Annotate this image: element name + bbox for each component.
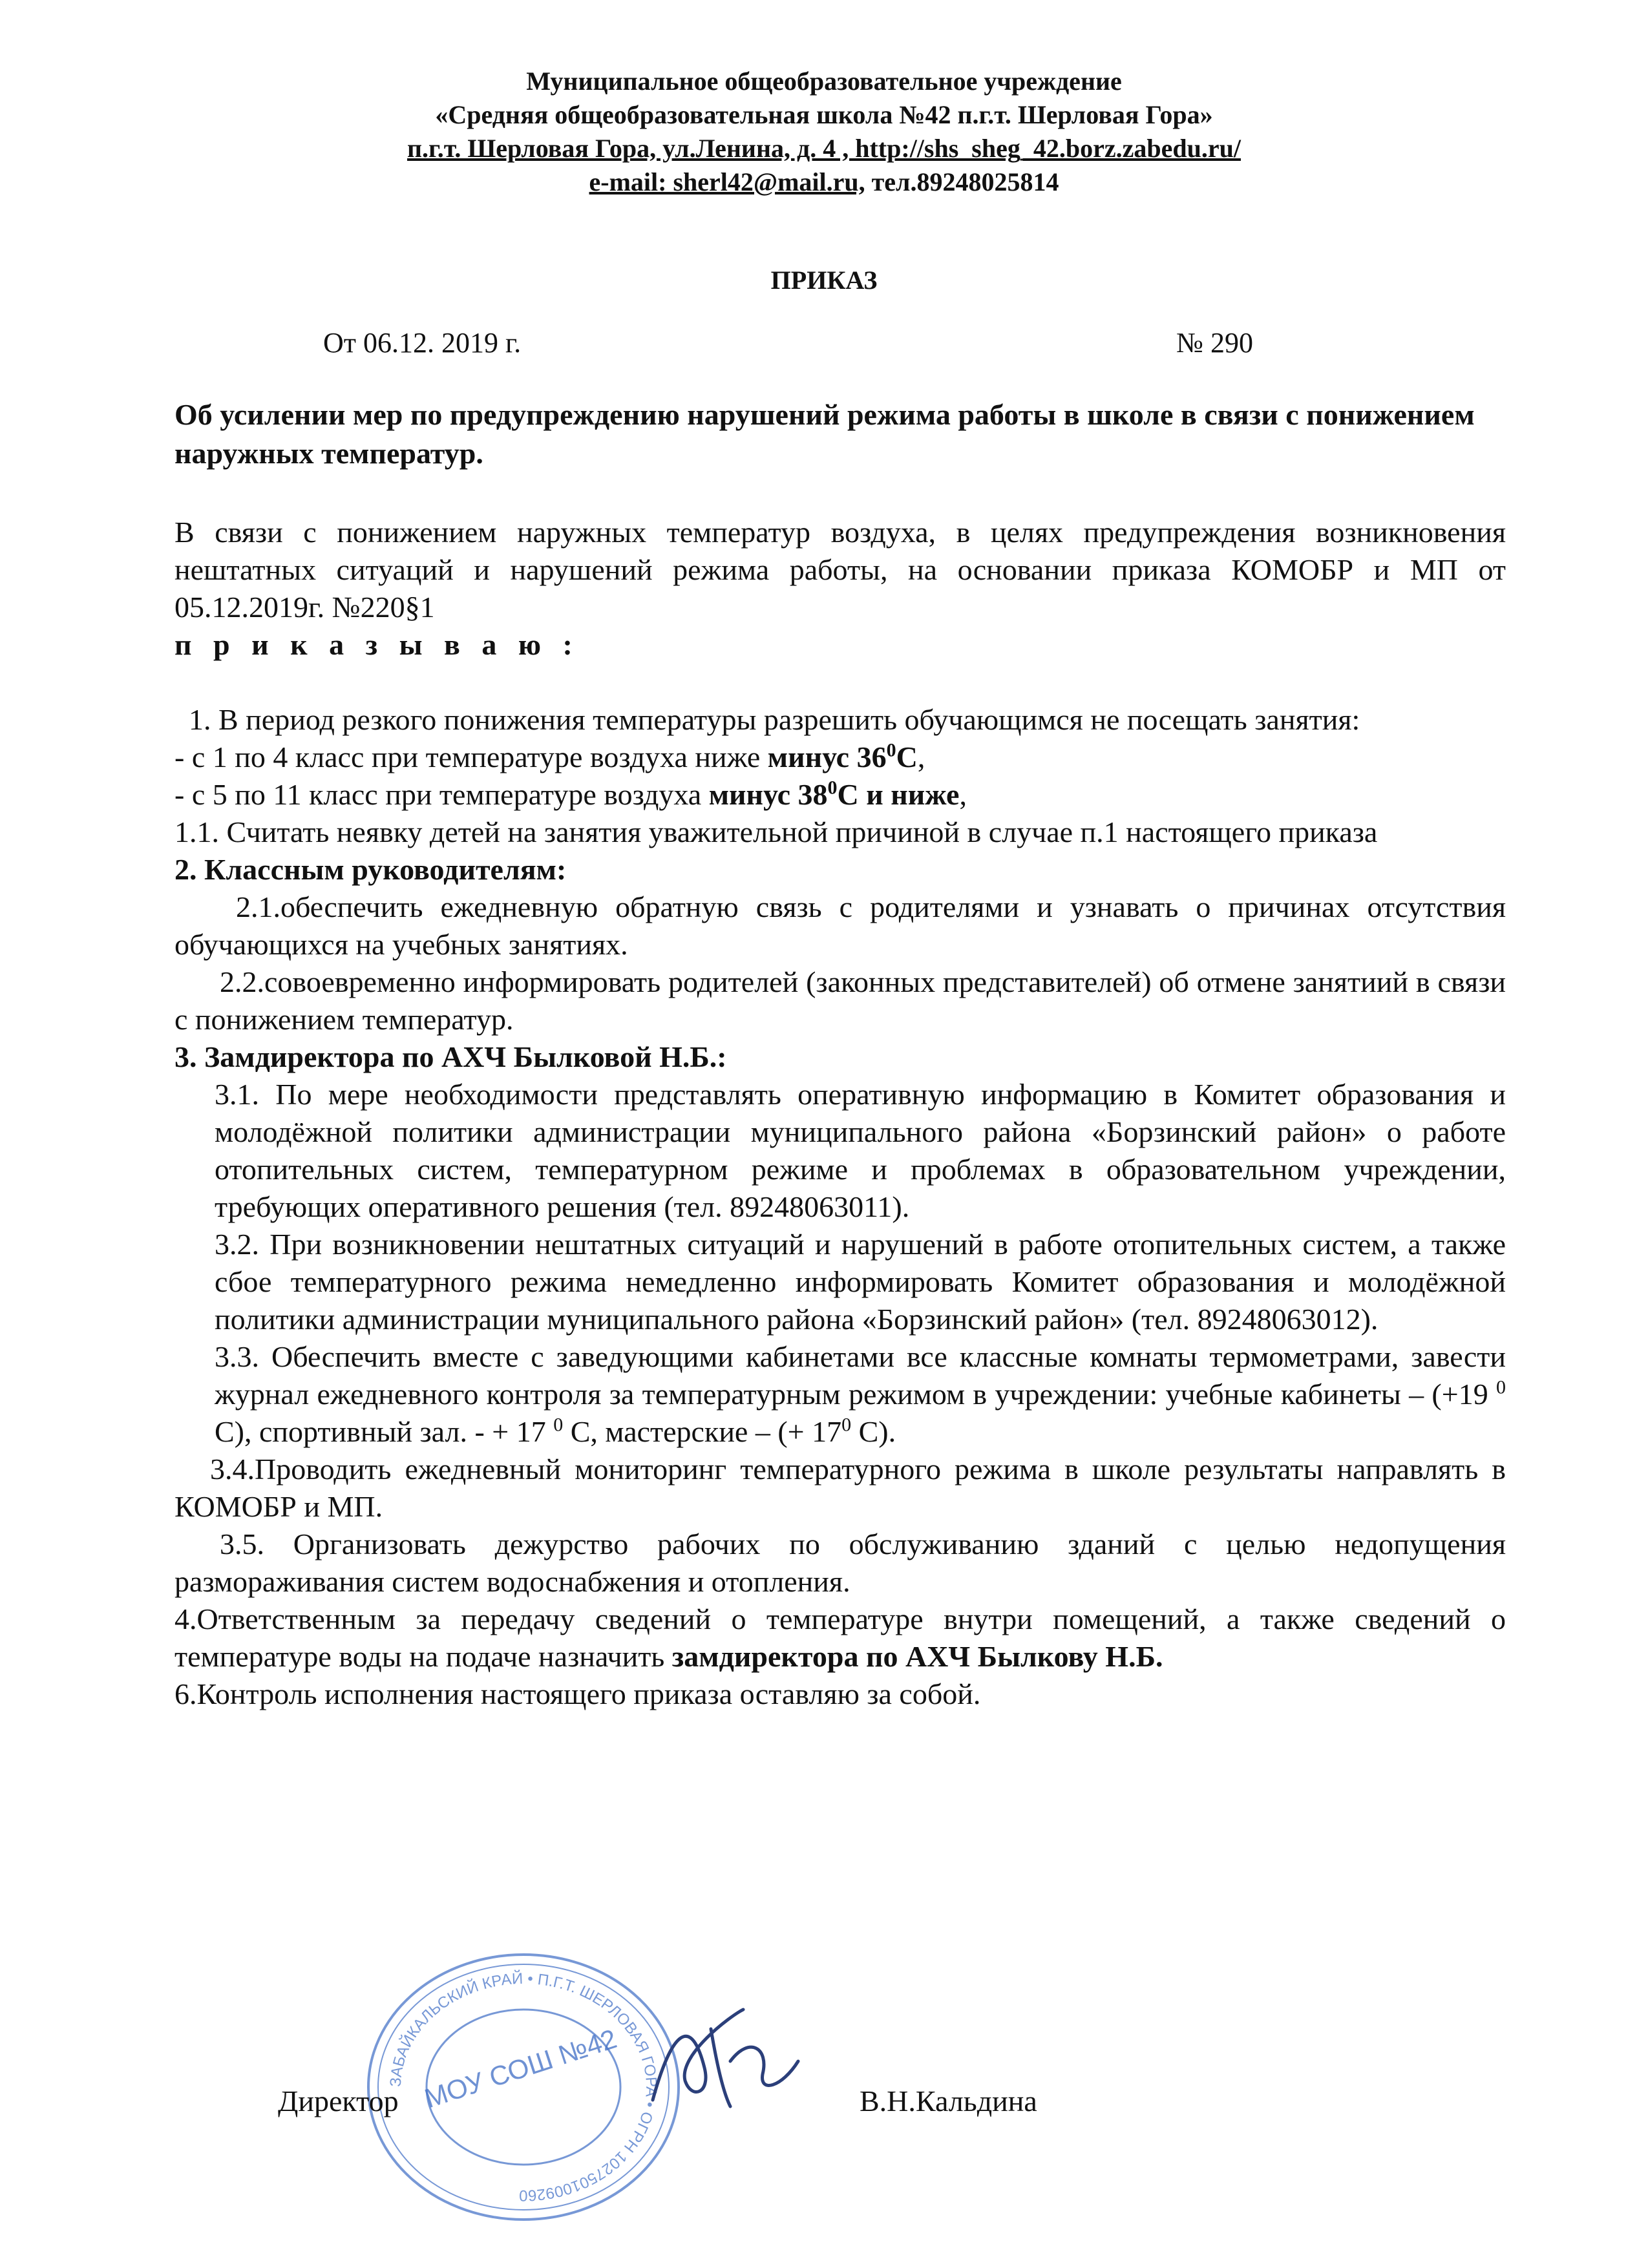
header-address[interactable]: п.г.т. Шерловая Гора, ул.Ленина, д. 4 , http://shs_sheg_42.borz.zabedu.ru/ — [407, 134, 1241, 163]
stamp-center-text: МОУ СОШ №42 — [421, 2023, 620, 2114]
document-title: ПРИКАЗ — [770, 266, 878, 295]
item-1b: - с 5 по 11 класс при температуре воздуха минус $38^0С$ и ниже, — [174, 777, 967, 811]
order-subject: Об усилении мер по предупреждению нарушений режима работы в школе в связи с понижением наружных температур. — [174, 398, 1475, 470]
signature-name: В.Н.Кальдина — [860, 2084, 1037, 2117]
order-date: От 06.12. 2019 г. — [323, 327, 522, 359]
item-3-1: 3.1. По мере необходимости представлять оперативную информацию в Комитет образования и молодёжной политики администрации муниципального района «Борзинский район» о работе отопительных систем, температурном режиме и проблемах в образовательном учреждении, требующих оперативного решения (тел. 89248063011). — [215, 1078, 1506, 1223]
director-signature — [633, 1990, 814, 2119]
order-number: № 290 — [1176, 327, 1253, 359]
intro-paragraph: В связи с понижением наружных температур воздуха, в целях предупреждения возникновения нештатных ситуаций и нарушений режима работы, на основании приказа КОМОБР и МП от 05.12.2019г. №220§1 — [174, 516, 1506, 624]
header-email-link[interactable]: e-mail: sherl42@mail.ru, — [589, 167, 865, 196]
order-word: п р и к а з ы в а ю : — [174, 628, 580, 661]
item-2-2: 2.2.совоевременно информировать родителей (законных представителей) об отмене занятиий в связи с понижением температур. — [174, 965, 1506, 1036]
signature-role: Директор — [278, 2084, 399, 2117]
item-3-heading: 3. Замдиректора по АХЧ Былковой Н.Б.: — [174, 1040, 727, 1073]
item-2-heading: 2. Классным руководителям: — [174, 853, 567, 886]
header-line-2: «Средняя общеобразовательная школа №42 п.г.т. Шерловая Гора» — [435, 100, 1213, 129]
header-address-line — [0, 132, 1648, 165]
item-2-1: 2.1.обеспечить ежедневную обратную связь с родителями и узнавать о причинах отсутствия обучающихся на учебных занятиях. — [174, 890, 1506, 961]
item-3-5: 3.5. Организовать дежурство рабочих по обслуживанию зданий с целью недопущения размораживания систем водоснабжения и отопления. — [174, 1528, 1506, 1598]
item-1-1: 1.1. Считать неявку детей на занятия уважительной причиной в случае п.1 настоящего приказа — [174, 815, 1378, 848]
item-3-3: 3.3. Обеспечить вместе с заведующими кабинетами все классные комнаты термометрами, завести журнал ежедневного контроля за температурным режимом в учреждении: учебные кабинеты – (+19 $^0$ С), спортивный зал. - + 17 $^0$ С, мастерские – (+ $17^0$ С). — [215, 1340, 1506, 1448]
header-contacts-line — [0, 165, 1648, 199]
header-phone: тел.89248025814 — [865, 167, 1059, 196]
item-3-4: 3.4.Проводить ежедневный мониторинг температурного режима в школе результаты направлять в КОМОБР и МП. — [174, 1453, 1506, 1523]
document-body — [174, 514, 1506, 1713]
item-1: 1. В период резкого понижения температуры разрешить обучающимся не посещать занятия: — [189, 703, 1360, 736]
item-3-2: 3.2. При возникновении нештатных ситуаций и нарушений в работе отопительных систем, а также сбое температурного режима немедленно информировать Комитет образования и молодёжной политики администрации муниципального района «Борзинский район» (тел. 89248063012). — [215, 1228, 1506, 1336]
item-1a: - с 1 по 4 класс при температуре воздуха ниже минус $36^0С$, — [174, 739, 925, 773]
stamp-ring-text: ЗАБАЙКАЛЬСКИЙ КРАЙ • П.Г.Т. ШЕРЛОВАЯ ГОРА • ОГРН 1027501009260 — [386, 1969, 660, 2205]
header-line-1: Муниципальное общеобразовательное учреждение — [526, 67, 1122, 96]
item-4: 4.Ответственным за передачу сведений о температуре внутри помещений, а также сведений о температуре воды на подаче назначить замдиректора по АХЧ Былкову Н.Б. — [174, 1602, 1506, 1673]
item-6: 6.Контроль исполнения настоящего приказа оставляю за собой. — [174, 1677, 981, 1710]
